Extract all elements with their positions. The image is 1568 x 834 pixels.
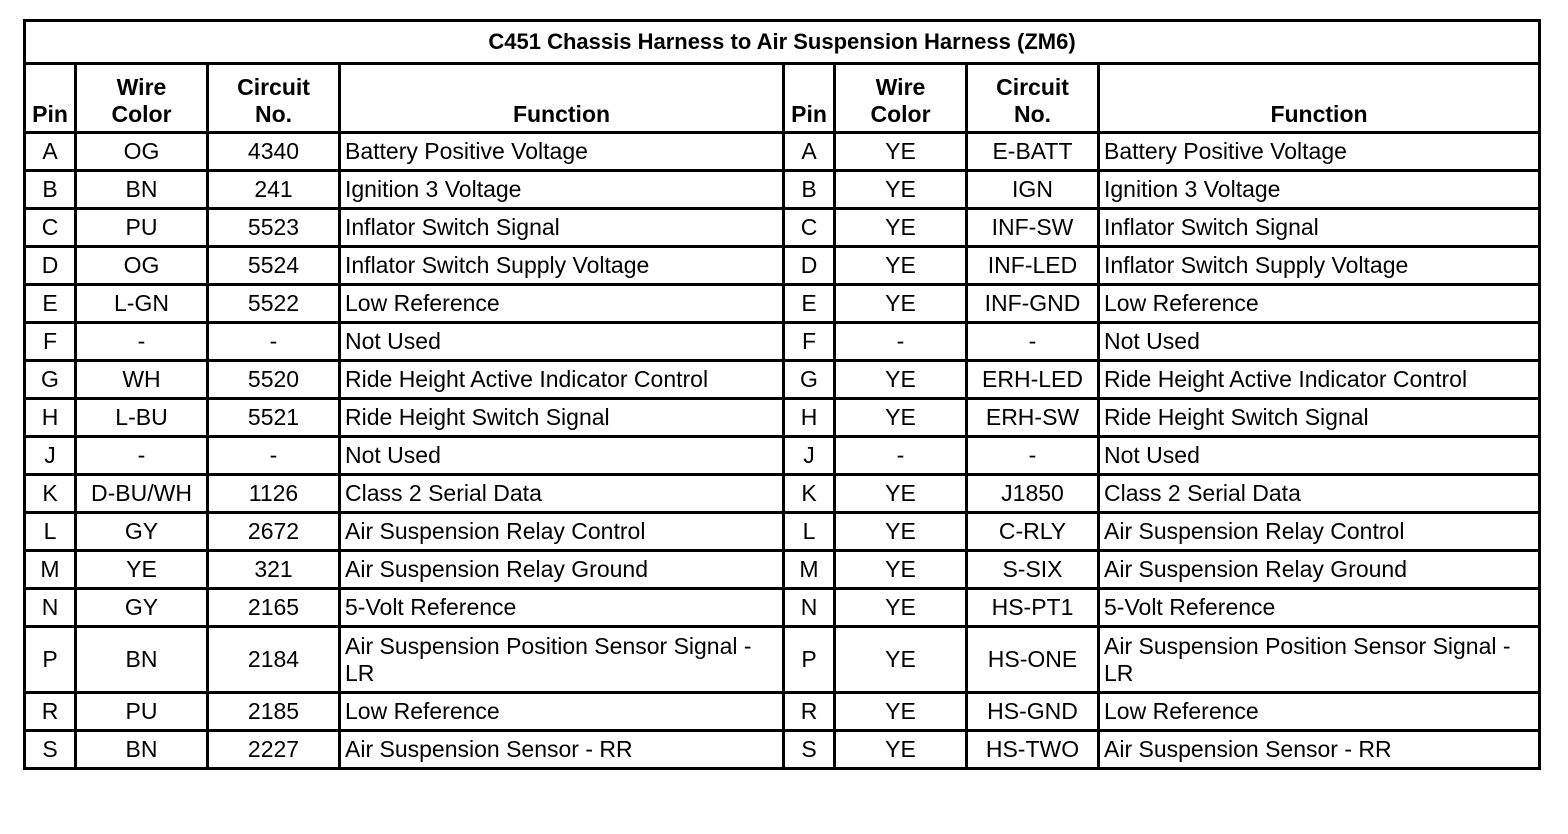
- wire-color-cell-2: YE: [835, 209, 967, 247]
- function-cell: Air Suspension Position Sensor Signal - LR: [340, 627, 784, 693]
- table-row: [25, 323, 1540, 361]
- circuit-cell: 5523: [208, 209, 340, 247]
- wire-color-cell-2: YE: [835, 731, 967, 769]
- wire-color-cell: -: [76, 437, 208, 475]
- circuit-cell-2: HS-TWO: [967, 731, 1099, 769]
- wire-color-cell: OG: [76, 133, 208, 171]
- circuit-cell-2: S-SIX: [967, 551, 1099, 589]
- circuit-cell-2: INF-SW: [967, 209, 1099, 247]
- wire-color-cell-2: -: [835, 323, 967, 361]
- wire-color-cell-2: YE: [835, 475, 967, 513]
- circuit-cell: 2165: [208, 589, 340, 627]
- pin-cell-2: E: [784, 285, 835, 323]
- circuit-cell-2: ERH-LED: [967, 361, 1099, 399]
- header-function-label: Function: [512, 101, 611, 127]
- header-circuit-label-line1: Circuit: [237, 74, 310, 100]
- function-cell-2: Inflator Switch Signal: [1099, 209, 1540, 247]
- circuit-cell: 4340: [208, 133, 340, 171]
- circuit-cell: 2184: [208, 627, 340, 693]
- function-cell: 5-Volt Reference: [340, 589, 784, 627]
- pin-cell-2: G: [784, 361, 835, 399]
- wire-color-cell: PU: [76, 693, 208, 731]
- pin-cell: F: [25, 323, 76, 361]
- wire-color-cell-2: YE: [835, 693, 967, 731]
- pin-cell: M: [25, 551, 76, 589]
- pin-cell-2: B: [784, 171, 835, 209]
- circuit-cell: 321: [208, 551, 340, 589]
- function-cell-2: Air Suspension Relay Ground: [1099, 551, 1540, 589]
- wire-color-cell: D-BU/WH: [76, 475, 208, 513]
- header-wire-label-line1: Wire: [116, 74, 167, 100]
- pin-cell-2: N: [784, 589, 835, 627]
- pin-cell: L: [25, 513, 76, 551]
- wire-color-cell: L-BU: [76, 399, 208, 437]
- circuit-cell: 5521: [208, 399, 340, 437]
- function-cell-2: Ignition 3 Voltage: [1099, 171, 1540, 209]
- function-cell-2: Not Used: [1099, 323, 1540, 361]
- wire-color-cell-2: YE: [835, 285, 967, 323]
- header-circuit-label-line2: No.: [254, 101, 293, 127]
- function-cell: Air Suspension Relay Control: [340, 513, 784, 551]
- function-cell-2: Battery Positive Voltage: [1099, 133, 1540, 171]
- header-wire-label-line2-2: Color: [870, 101, 931, 127]
- function-cell: Inflator Switch Signal: [340, 209, 784, 247]
- circuit-cell: 241: [208, 171, 340, 209]
- pin-cell: B: [25, 171, 76, 209]
- circuit-cell-2: INF-LED: [967, 247, 1099, 285]
- wire-color-cell: BN: [76, 731, 208, 769]
- circuit-cell: 5522: [208, 285, 340, 323]
- table-row: [25, 589, 1540, 627]
- header-wire-label-line2: Color: [111, 101, 172, 127]
- pin-cell: G: [25, 361, 76, 399]
- circuit-cell: 2185: [208, 693, 340, 731]
- table-row: [25, 133, 1540, 171]
- wire-color-cell: YE: [76, 551, 208, 589]
- wire-color-cell-2: YE: [835, 627, 967, 693]
- table-row: [25, 399, 1540, 437]
- header-wire-color: [76, 64, 208, 133]
- pin-cell: P: [25, 627, 76, 693]
- table-row: [25, 475, 1540, 513]
- circuit-cell-2: INF-GND: [967, 285, 1099, 323]
- pin-cell-2: S: [784, 731, 835, 769]
- pin-cell-2: K: [784, 475, 835, 513]
- header-function-label-2: Function: [1270, 101, 1368, 127]
- pin-cell: H: [25, 399, 76, 437]
- header-pin-label-2: Pin: [791, 101, 827, 127]
- function-cell: Ignition 3 Voltage: [340, 171, 784, 209]
- table-row: [25, 693, 1540, 731]
- pin-cell-2: M: [784, 551, 835, 589]
- function-cell: Class 2 Serial Data: [340, 475, 784, 513]
- header-function: [340, 64, 784, 133]
- function-cell-2: Inflator Switch Supply Voltage: [1099, 247, 1540, 285]
- pin-cell: E: [25, 285, 76, 323]
- wire-color-cell-2: YE: [835, 247, 967, 285]
- function-cell: Not Used: [340, 323, 784, 361]
- function-cell: Air Suspension Sensor - RR: [340, 731, 784, 769]
- function-cell: Ride Height Active Indicator Control: [340, 361, 784, 399]
- function-cell-2: Air Suspension Position Sensor Signal - LR: [1099, 627, 1540, 693]
- function-cell: Low Reference: [340, 285, 784, 323]
- function-cell-2: Air Suspension Sensor - RR: [1099, 731, 1540, 769]
- function-cell-2: Not Used: [1099, 437, 1540, 475]
- function-cell: Ride Height Switch Signal: [340, 399, 784, 437]
- pin-cell: J: [25, 437, 76, 475]
- header-wire-label-line1-2: Wire: [875, 74, 926, 100]
- function-cell: Battery Positive Voltage: [340, 133, 784, 171]
- pin-cell-2: F: [784, 323, 835, 361]
- table-row: [25, 209, 1540, 247]
- function-cell: Air Suspension Relay Ground: [340, 551, 784, 589]
- circuit-cell-2: C-RLY: [967, 513, 1099, 551]
- pin-cell: S: [25, 731, 76, 769]
- function-cell-2: Low Reference: [1099, 693, 1540, 731]
- table-row: [25, 551, 1540, 589]
- wire-color-cell-2: -: [835, 437, 967, 475]
- header-row: [25, 64, 1540, 133]
- header-pin-label: Pin: [32, 101, 68, 127]
- pin-cell-2: R: [784, 693, 835, 731]
- table-row: [25, 731, 1540, 769]
- function-cell-2: Class 2 Serial Data: [1099, 475, 1540, 513]
- circuit-cell-2: -: [967, 323, 1099, 361]
- table-row: [25, 171, 1540, 209]
- header-wire-color-2: [835, 64, 967, 133]
- circuit-cell-2: HS-GND: [967, 693, 1099, 731]
- wire-color-cell-2: YE: [835, 589, 967, 627]
- wire-color-cell: BN: [76, 171, 208, 209]
- circuit-cell-2: E-BATT: [967, 133, 1099, 171]
- wire-color-cell: GY: [76, 513, 208, 551]
- circuit-cell: 5520: [208, 361, 340, 399]
- function-cell: Not Used: [340, 437, 784, 475]
- table-row: [25, 513, 1540, 551]
- header-pin: [25, 64, 76, 133]
- header-function-2: [1099, 64, 1540, 133]
- table-row: [25, 437, 1540, 475]
- function-cell-2: Air Suspension Relay Control: [1099, 513, 1540, 551]
- connector-pinout-table: [23, 19, 1541, 770]
- pin-cell-2: A: [784, 133, 835, 171]
- table-body: [25, 133, 1540, 769]
- circuit-cell-2: HS-PT1: [967, 589, 1099, 627]
- wire-color-cell-2: YE: [835, 133, 967, 171]
- circuit-cell-2: J1850: [967, 475, 1099, 513]
- wire-color-cell-2: YE: [835, 171, 967, 209]
- wire-color-cell: PU: [76, 209, 208, 247]
- wire-color-cell-2: YE: [835, 361, 967, 399]
- pin-cell: D: [25, 247, 76, 285]
- pin-cell-2: L: [784, 513, 835, 551]
- table-row: [25, 627, 1540, 693]
- function-cell-2: 5-Volt Reference: [1099, 589, 1540, 627]
- wire-color-cell: OG: [76, 247, 208, 285]
- wire-color-cell-2: YE: [835, 513, 967, 551]
- pin-cell-2: H: [784, 399, 835, 437]
- header-circuit-no: [208, 64, 340, 133]
- function-cell: Inflator Switch Supply Voltage: [340, 247, 784, 285]
- wire-color-cell-2: YE: [835, 399, 967, 437]
- circuit-cell: -: [208, 323, 340, 361]
- function-cell-2: Low Reference: [1099, 285, 1540, 323]
- title-row: [25, 21, 1540, 64]
- wire-color-cell-2: YE: [835, 551, 967, 589]
- pin-cell: K: [25, 475, 76, 513]
- circuit-cell-2: IGN: [967, 171, 1099, 209]
- table-row: [25, 361, 1540, 399]
- header-circuit-label-line1-2: Circuit: [996, 74, 1069, 100]
- pin-cell: N: [25, 589, 76, 627]
- pin-cell: A: [25, 133, 76, 171]
- wire-color-cell: BN: [76, 627, 208, 693]
- pin-cell-2: D: [784, 247, 835, 285]
- wire-color-cell: L-GN: [76, 285, 208, 323]
- header-circuit-label-line2-2: No.: [1013, 101, 1052, 127]
- circuit-cell: 2672: [208, 513, 340, 551]
- circuit-cell: 5524: [208, 247, 340, 285]
- table-title: C451 Chassis Harness to Air Suspension Harness (ZM6): [25, 21, 1540, 64]
- wire-color-cell: -: [76, 323, 208, 361]
- table-row: [25, 247, 1540, 285]
- circuit-cell-2: HS-ONE: [967, 627, 1099, 693]
- function-cell: Low Reference: [340, 693, 784, 731]
- circuit-cell: 2227: [208, 731, 340, 769]
- circuit-cell: 1126: [208, 475, 340, 513]
- pin-cell: R: [25, 693, 76, 731]
- wire-color-cell: WH: [76, 361, 208, 399]
- pin-cell-2: C: [784, 209, 835, 247]
- circuit-cell: -: [208, 437, 340, 475]
- function-cell-2: Ride Height Active Indicator Control: [1099, 361, 1540, 399]
- pin-cell-2: J: [784, 437, 835, 475]
- circuit-cell-2: -: [967, 437, 1099, 475]
- pin-cell: C: [25, 209, 76, 247]
- table-row: [25, 285, 1540, 323]
- function-cell-2: Ride Height Switch Signal: [1099, 399, 1540, 437]
- header-pin-2: [784, 64, 835, 133]
- pin-cell-2: P: [784, 627, 835, 693]
- wire-color-cell: GY: [76, 589, 208, 627]
- header-circuit-no-2: [967, 64, 1099, 133]
- circuit-cell-2: ERH-SW: [967, 399, 1099, 437]
